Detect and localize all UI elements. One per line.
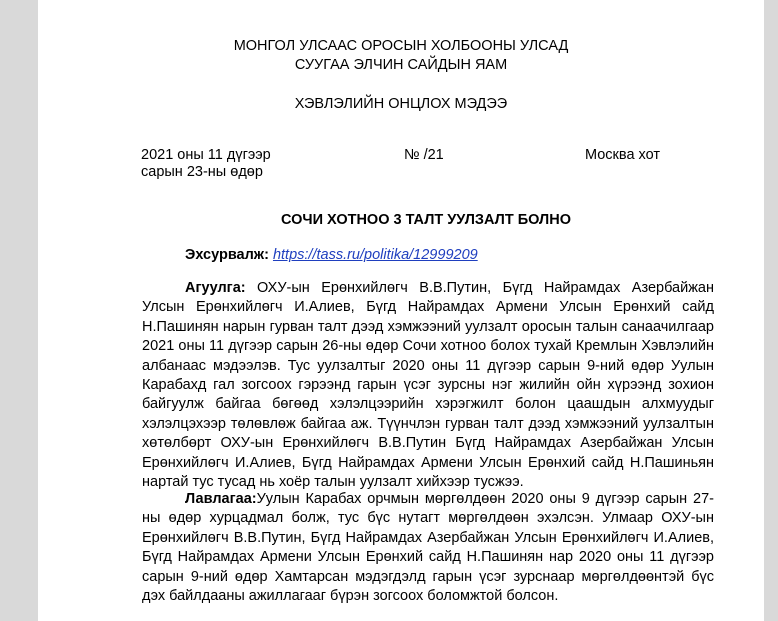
page-title: СОЧИ ХОТНОО 3 ТАЛТ УУЛЗАЛТ БОЛНО	[281, 212, 571, 228]
org-name-line1: МОНГОЛ УЛСААС ОРОСЫН ХОЛБООНЫ УЛСАД	[233, 38, 569, 54]
document-page	[38, 0, 764, 621]
content-text: ОХУ-ын Ерөнхийлөгч В.В.Путин, Бүгд Найрамдах Азербайжан Улсын Ерөнхийлөгч И.Алиев, Бүгд Найрамдах Армени Улсын Ерөнхий сайд Н.Пашинян нарын гурван талт дээд хэмжээний уулзалт оросын талын санаачилгаар 2021 оны 11 дүгээр сарын 26-ны өдөр Сочи хотноо болох тухай Кремлын Хэвлэлийн албанаас мэдээлэв. Тус уулзалтыг 2020 оны 11 дүгээр сарын 9-ний өдөр Уулын Карабахд гал зогсоох гэрээнд гарын үсэг зурсны нэг жилийн ойн хүрээнд зохион байгуулж байгаа бөгөөд хэлэлцээрийн хэрэгжилт болон цаашдын алхмуудыг хэлэлцэхээр төлөвлөж байгаа аж. Түүнчлэн гурван талт дээд хэмжээний уулзалтын хөтөлбөрт ОХУ-ын Ерөнхийлөгч В.В.Путин Бүгд Найрамдах Азербайжан Улсын Ерөнхийлөгч И.Алиев, Бүгд Найрамдах Армени Улсын Ерөнхий сайд Н.Пашиньян нартай тус тусад нь хоёр талын уулзалт хийхээр тусжээ.	[142, 280, 714, 491]
source-link[interactable]: https://tass.ru/politika/12999209	[272, 247, 478, 263]
content-label: Агуулга:	[185, 280, 246, 296]
content-paragraph	[142, 279, 714, 492]
reference-text: Уулын Карабах орчмын мөргөлдөөн 2020 оны 9 дүгээр сарын 27-ны өдөр хурцадмал болж, тус бүс нутагт мөргөлдөөн эхэлсэн. Улмаар ОХУ-ын Ерөнхийлөгч В.В.Путин, Бүгд Найрамдах Азербайжан Улсын Ерөнхийлөгч И.Алиев, Бүгд Найрамдах Армени Улсын Ерөнхий сайд Н.Пашинян нар 2020 оны 11 дүгээр сарын 9-ний өдөр Хамтарсан мэдэгдэлд гарын үсэг зурснаар мөргөлдөөнтэй бүс дэх байлдааны ажиллагааг бүрэн зогсоох боломжтой болсон.	[142, 491, 714, 605]
org-name-line2: СУУГАА ЭЛЧИН САЙДЫН ЯАМ	[294, 57, 508, 73]
reference-label: Лавлагаа:	[185, 491, 257, 507]
date-block	[141, 147, 271, 181]
document-number: № /21	[404, 147, 444, 163]
date-line2: сарын 23-ны өдөр	[141, 164, 263, 180]
place: Москва хот	[585, 147, 661, 163]
source-label: Эхсурвалж:	[185, 247, 269, 263]
document-type: ХЭВЛЭЛИЙН ОНЦЛОХ МЭДЭЭ	[294, 96, 508, 112]
date-line1: 2021 оны 11 дүгээр	[141, 147, 271, 163]
reference-paragraph	[142, 490, 714, 606]
source-line	[185, 247, 478, 263]
